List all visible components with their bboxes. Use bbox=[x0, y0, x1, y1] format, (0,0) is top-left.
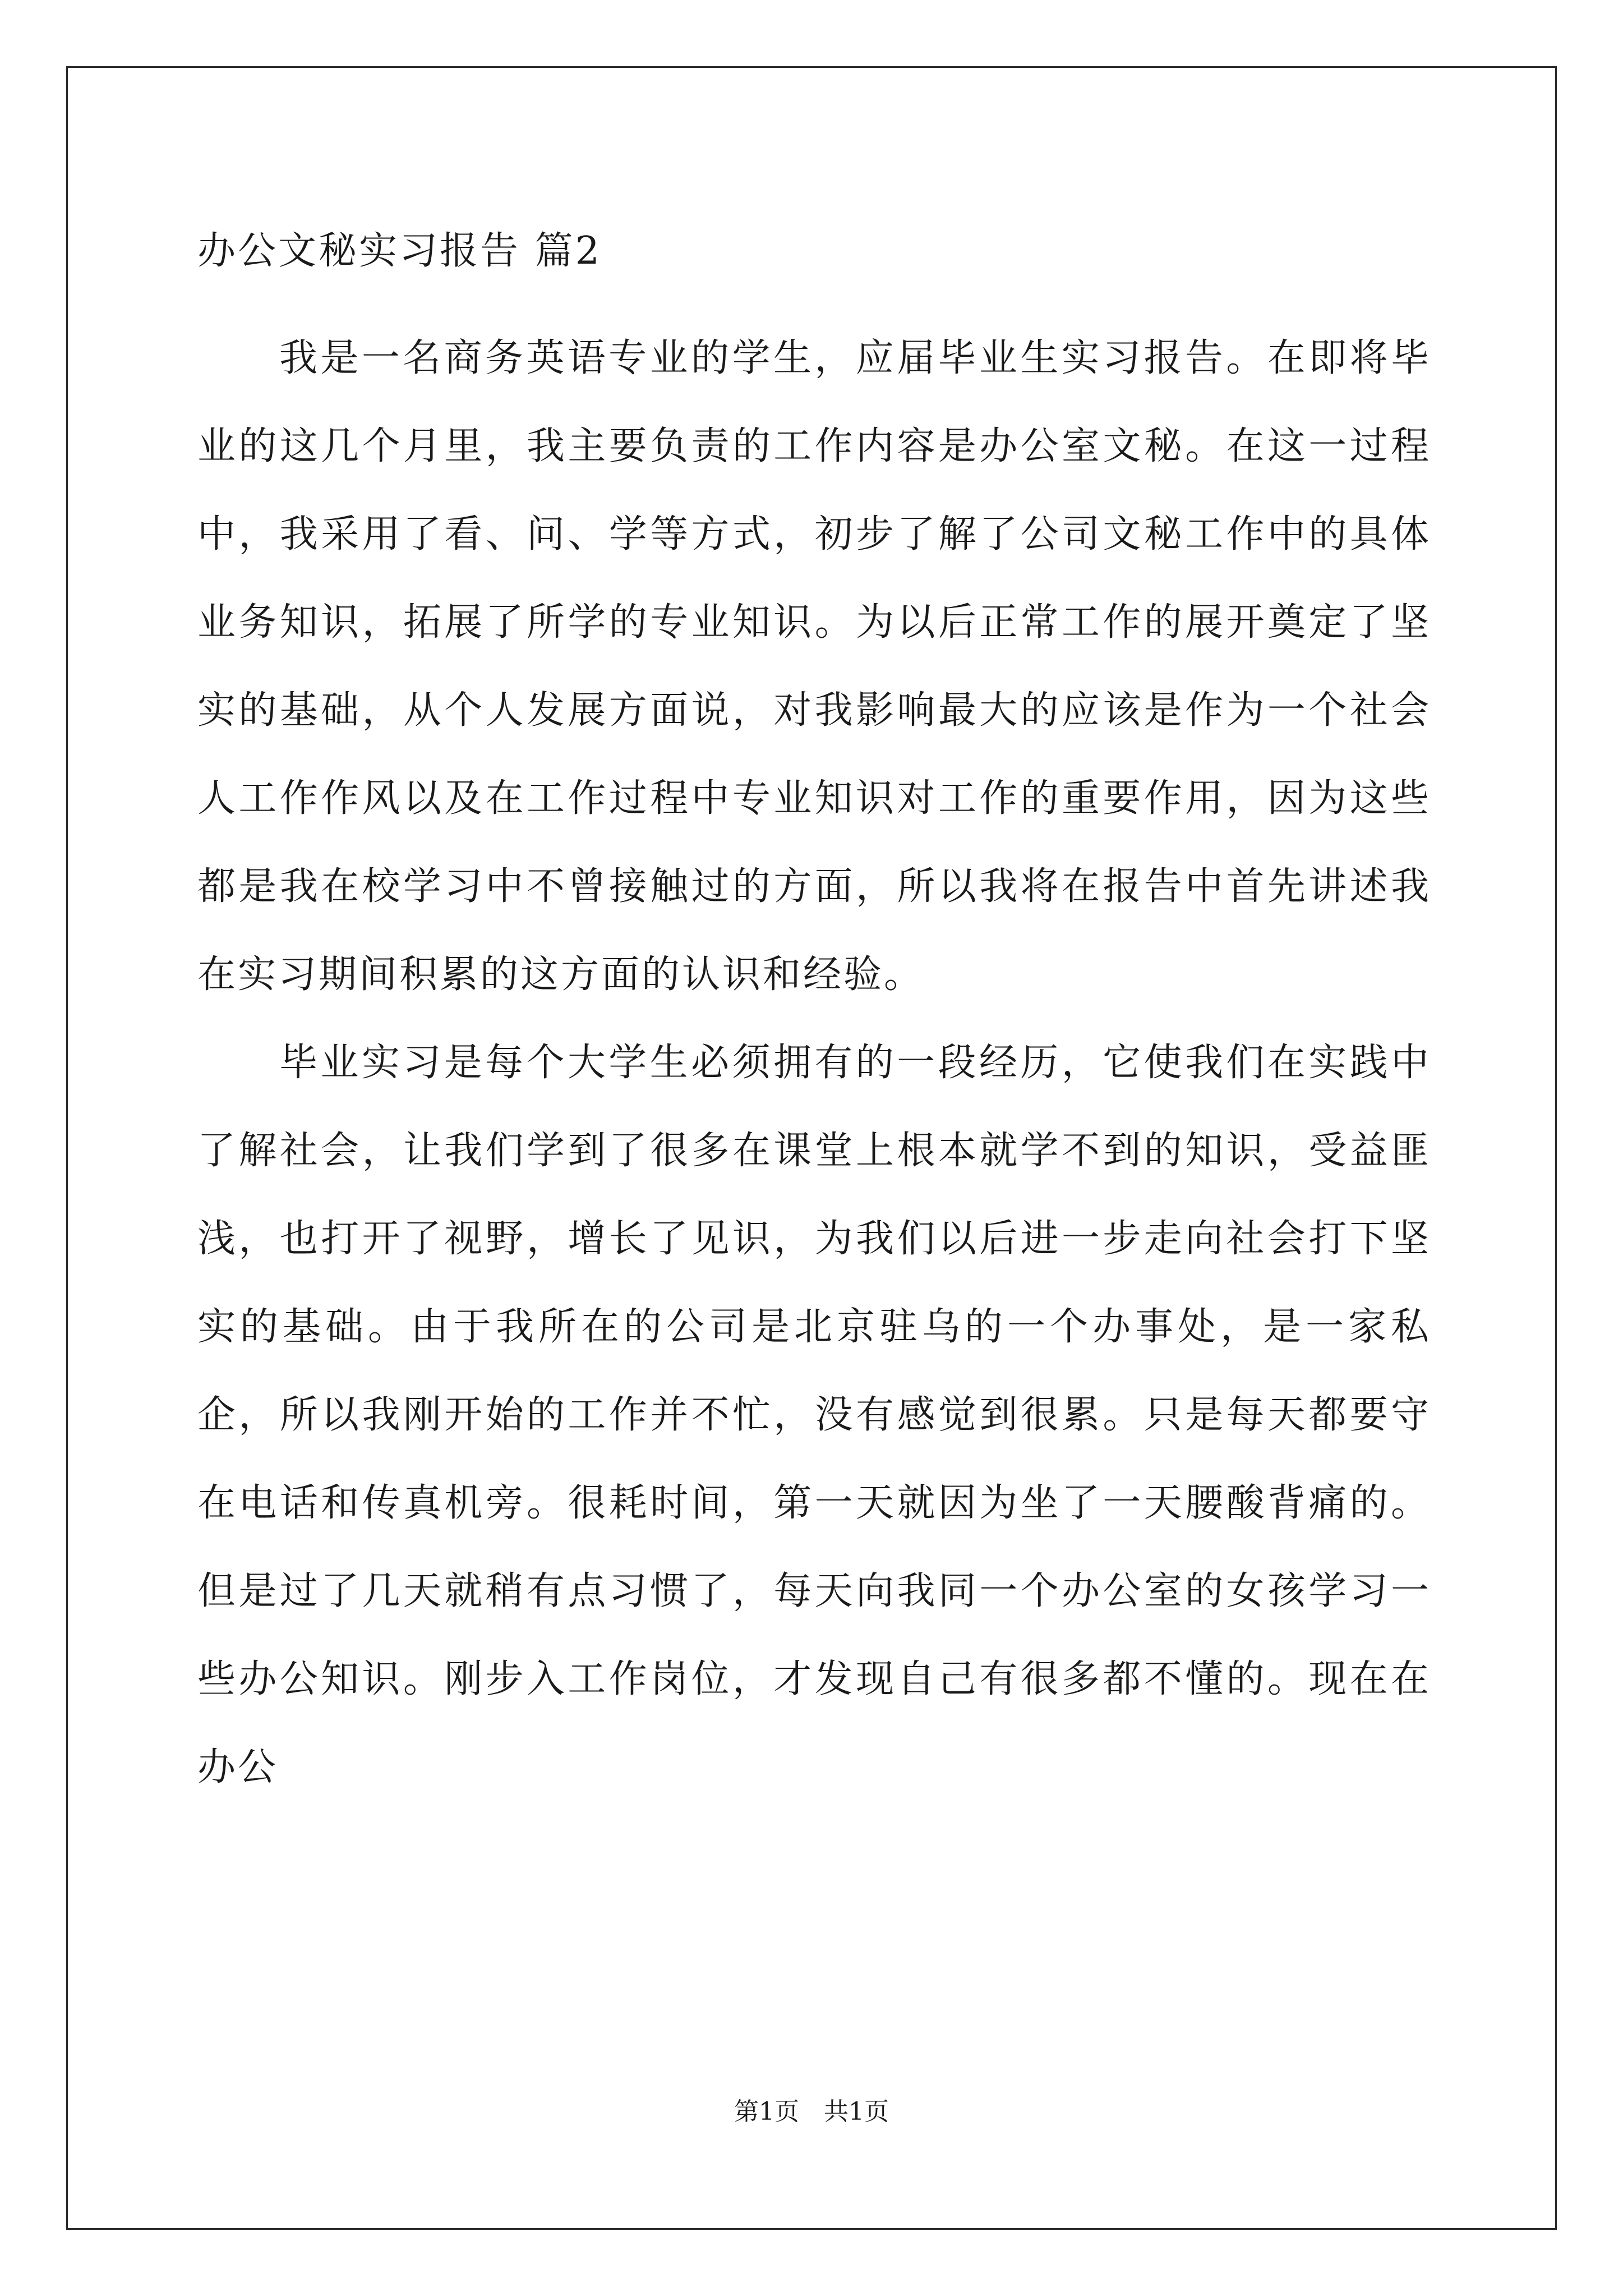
page-number-footer: 第1页 共1页 bbox=[734, 2097, 889, 2126]
paragraph-1: 我是一名商务英语专业的学生，应届毕业生实习报告。在即将毕业的这几个月里，我主要负责的工作内容是办公室文秘。在这一过程中，我采用了看、问、学等方式，初步了解了公司文秘工作中的具体业务知识，拓展了所学的专业知识。为以后正常工作的展开奠定了坚实的基础，从个人发展方面说，对我影响最大的应该是作为一个社会人工作作风以及在工作过程中专业知识对工作的重要作用，因为这些都是我在校学习中不曾接触过的方面，所以我将在报告中首先讲述我在实习期间积累的这方面的认识和经验。 bbox=[197, 336, 1431, 997]
document-body bbox=[197, 314, 1431, 1811]
document-title: 办公文秘实习报告 篇2 bbox=[197, 229, 602, 273]
paragraph-2: 毕业实习是每个大学生必须拥有的一段经历，它使我们在实践中了解社会，让我们学到了很多在课堂上根本就学不到的知识，受益匪浅，也打开了视野，增长了见识，为我们以后进一步走向社会打下坚实的基础。由于我所在的公司是北京驻乌的一个办事处，是一家私企，所以我刚开始的工作并不忙，没有感觉到很累。只是每天都要守在电话和传真机旁。很耗时间，第一天就因为坐了一天腰酸背痛的。但是过了几天就稍有点习惯了，每天向我同一个办公室的女孩学习一些办公知识。刚步入工作岗位，才发现自己有很多都不懂的。现在在办公 bbox=[197, 1041, 1431, 1789]
